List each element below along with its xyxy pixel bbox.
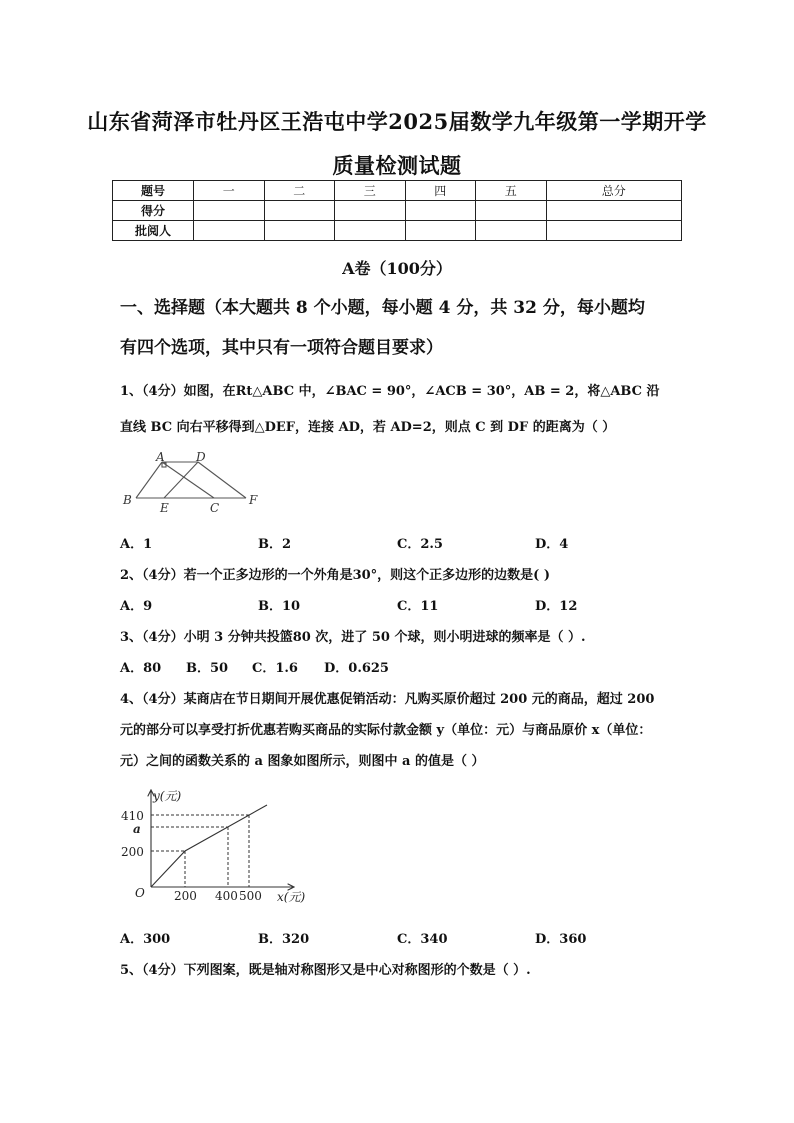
q4-text-line-2: 元的部分可以享受打折优惠若购买商品的实际付款金额 y（单位：元）与商品原价 x（单位： bbox=[120, 723, 652, 738]
label-d: D bbox=[196, 450, 206, 464]
score-cell bbox=[335, 201, 406, 221]
q1-triangle-figure bbox=[118, 450, 268, 516]
q3-option-c[interactable]: C．1.6 bbox=[252, 661, 298, 676]
q4-option-d[interactable]: D．360 bbox=[535, 932, 587, 947]
q3-option-a[interactable]: A．80 bbox=[120, 661, 162, 676]
q4-option-b[interactable]: B．320 bbox=[258, 932, 310, 947]
score-header-cell: 三 bbox=[335, 181, 406, 201]
label-a: A bbox=[156, 450, 165, 464]
q1-option-c[interactable]: C．2.5 bbox=[397, 537, 443, 552]
x-tick-200: 200 bbox=[174, 889, 197, 903]
y-tick-410: 410 bbox=[121, 809, 144, 823]
score-header-cell: 五 bbox=[476, 181, 547, 201]
score-header-cell: 题号 bbox=[113, 181, 194, 201]
score-cell bbox=[546, 221, 682, 241]
q1-text-line-1: 1、（4分）如图，在Rt△ABC 中，∠BAC = 90°，∠ACB = 30°，AB = 2，将△ABC 沿 bbox=[120, 384, 660, 399]
score-row-label: 得分 bbox=[113, 201, 194, 221]
score-cell bbox=[194, 221, 265, 241]
score-table-row bbox=[113, 221, 682, 241]
score-table-header-row bbox=[113, 181, 682, 201]
label-e: E bbox=[160, 501, 169, 515]
part1-heading-line-2: 有四个选项，其中只有一项符合题目要求） bbox=[120, 338, 443, 358]
q2-option-a[interactable]: A．9 bbox=[120, 599, 153, 614]
score-cell bbox=[405, 201, 476, 221]
function-line bbox=[151, 805, 267, 887]
y-tick-200: 200 bbox=[121, 845, 144, 859]
line-df bbox=[198, 462, 246, 498]
doc-title-line-2: 质量检测试题 bbox=[332, 153, 462, 178]
q2-option-d[interactable]: D．12 bbox=[535, 599, 578, 614]
score-header-cell: 总分 bbox=[546, 181, 682, 201]
part1-heading-line-1: 一、选择题（本大题共 8 个小题，每小题 4 分，共 32 分，每小题均 bbox=[120, 298, 645, 318]
score-header-cell: 四 bbox=[405, 181, 476, 201]
q4-option-c[interactable]: C．340 bbox=[397, 932, 448, 947]
line-ba bbox=[136, 462, 162, 498]
score-table bbox=[112, 180, 682, 241]
origin-label: O bbox=[135, 886, 145, 900]
q3-option-b[interactable]: B．50 bbox=[186, 661, 229, 676]
score-header-cell: 一 bbox=[194, 181, 265, 201]
q2-option-c[interactable]: C．11 bbox=[397, 599, 439, 614]
x-tick-500: 500 bbox=[239, 889, 262, 903]
score-cell bbox=[476, 221, 547, 241]
q4-function-graph bbox=[115, 785, 315, 911]
q2-option-b[interactable]: B．10 bbox=[258, 599, 301, 614]
label-b: B bbox=[123, 493, 132, 507]
section-a-heading: A卷（100分） bbox=[342, 259, 452, 278]
score-table-row bbox=[113, 201, 682, 221]
score-row-label: 批阅人 bbox=[113, 221, 194, 241]
score-cell bbox=[264, 201, 335, 221]
score-cell bbox=[476, 201, 547, 221]
score-cell bbox=[194, 201, 265, 221]
score-cell bbox=[264, 221, 335, 241]
q2-text: 2、（4分）若一个正多边形的一个外角是30°，则这个正多边形的边数是( ) bbox=[120, 568, 551, 583]
q5-text: 5、（4分）下列图案，既是轴对称图形又是中心对称图形的个数是（ ）. bbox=[120, 963, 531, 978]
q4-text-line-1: 4、（4分）某商店在节日期间开展优惠促销活动：凡购买原价超过 200 元的商品，超过 200 bbox=[120, 692, 655, 707]
doc-title-line-1: 山东省菏泽市牡丹区王浩屯中学2025届数学九年级第一学期开学 bbox=[87, 109, 707, 134]
x-tick-400: 400 bbox=[215, 889, 238, 903]
q1-option-b[interactable]: B．2 bbox=[258, 537, 292, 552]
q4-option-a[interactable]: A．300 bbox=[120, 932, 171, 947]
x-axis-label: x(元) bbox=[277, 890, 306, 904]
q3-option-d[interactable]: D．0.625 bbox=[324, 661, 389, 676]
score-cell bbox=[335, 221, 406, 241]
q1-option-a[interactable]: A．1 bbox=[120, 537, 153, 552]
q1-text-line-2: 直线 BC 向右平移得到△DEF，连接 AD，若 AD=2，则点 C 到 DF 的距离为（ ） bbox=[120, 420, 616, 435]
score-header-cell: 二 bbox=[264, 181, 335, 201]
q3-text: 3、（4分）小明 3 分钟共投篮80 次，进了 50 个球，则小明进球的频率是（ ）. bbox=[120, 630, 586, 645]
label-c: C bbox=[210, 501, 220, 515]
score-cell bbox=[546, 201, 682, 221]
y-tick-a: a bbox=[133, 822, 141, 836]
label-f: F bbox=[249, 493, 258, 507]
score-cell bbox=[405, 221, 476, 241]
q1-option-d[interactable]: D．4 bbox=[535, 537, 569, 552]
q4-text-line-3: 元）之间的函数关系的 a 图象如图所示，则图中 a 的值是（ ） bbox=[120, 754, 485, 769]
y-axis-label: y(元) bbox=[153, 789, 182, 803]
